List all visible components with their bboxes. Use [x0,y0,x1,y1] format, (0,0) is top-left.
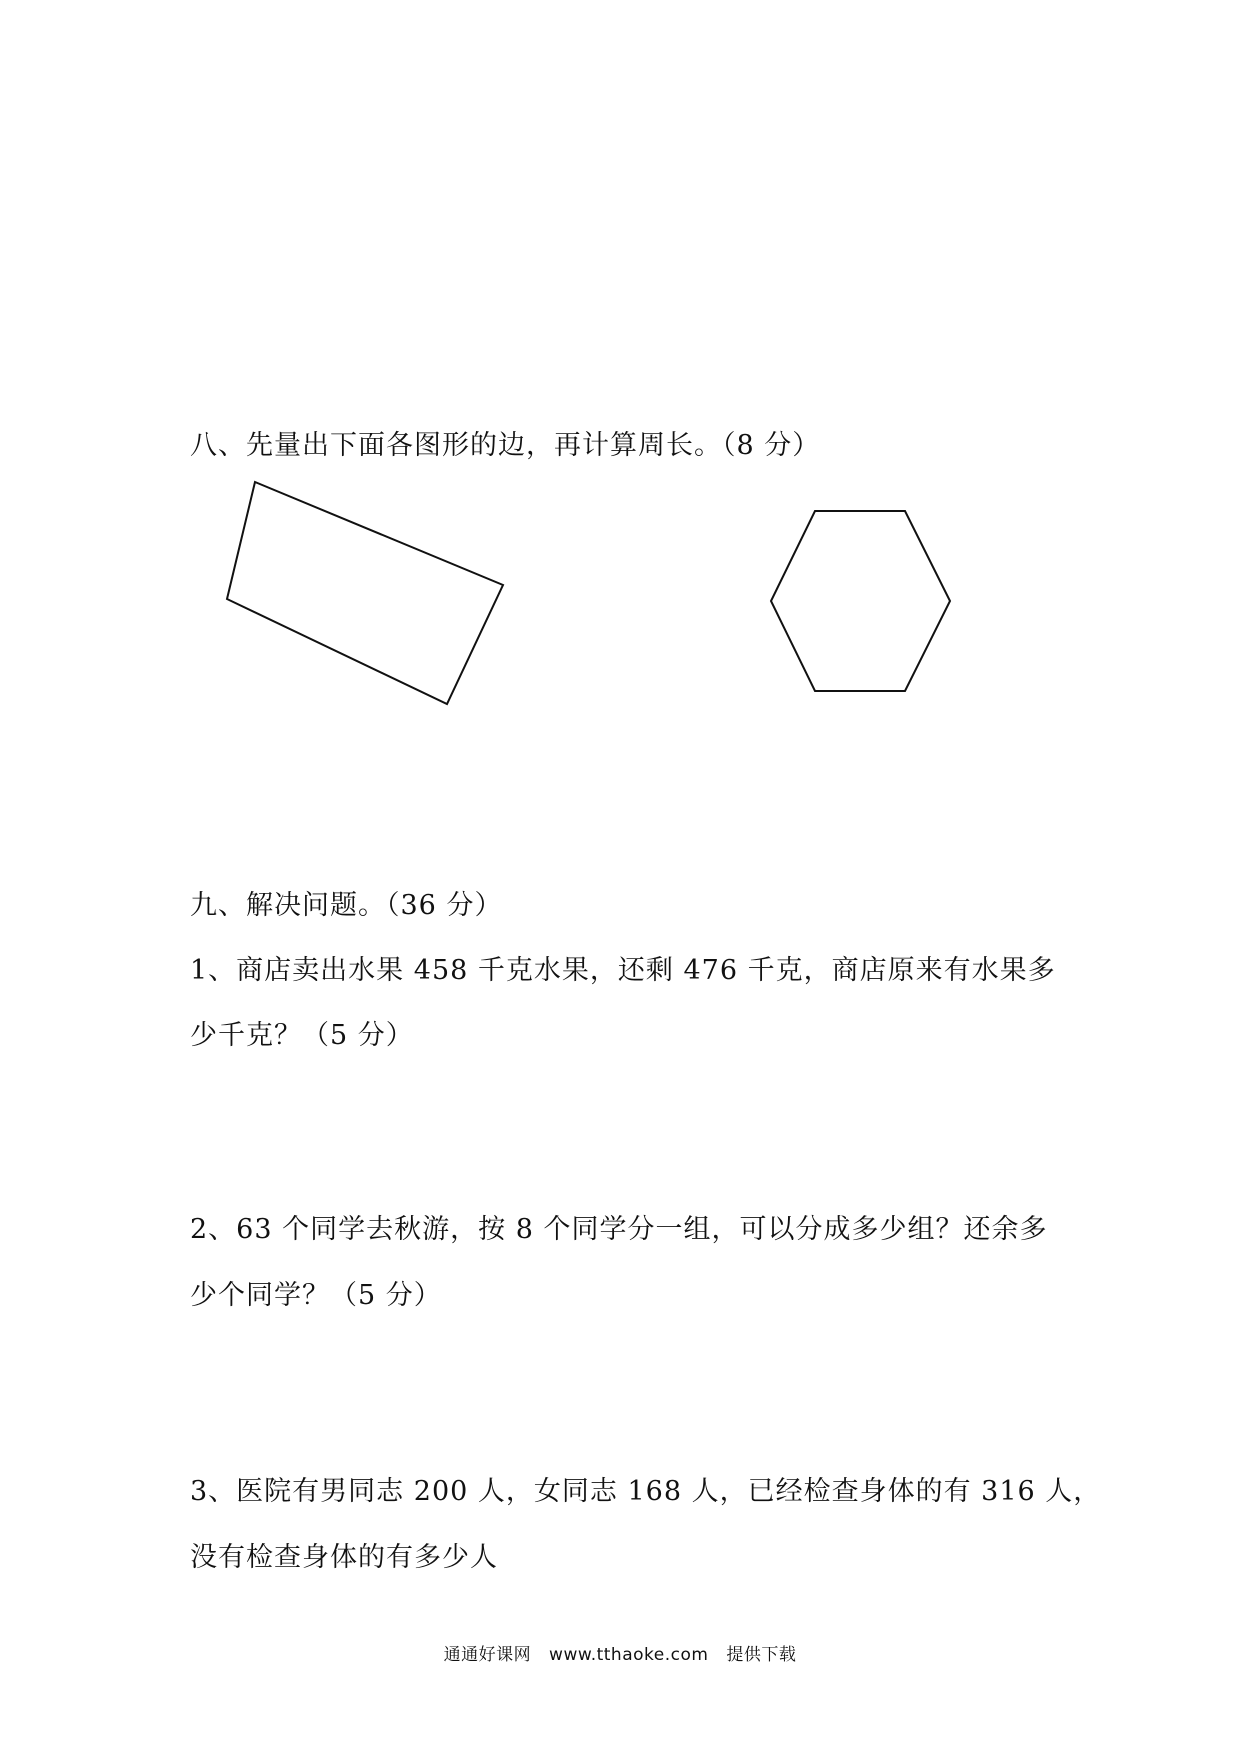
footer-url[interactable]: www.tthaoke.com [549,1645,709,1665]
question-3-line-2: 没有检查身体的有多少人 [190,1542,498,1573]
regular-hexagon [771,511,950,691]
question-1-line-1: 1、商店卖出水果 458 千克水果，还剩 476 千克，商店原来有水果多 [190,955,1056,986]
rotated-rectangle [227,482,503,704]
footer-site-name: 通通好课网 [443,1645,532,1665]
question-2-line-1: 2、63 个同学去秋游，按 8 个同学分一组，可以分成多少组？还余多 [190,1214,1048,1245]
question-2-line-2: 少个同学？（5 分） [190,1280,442,1311]
question-1-line-2: 少千克？（5 分） [190,1020,414,1051]
footer [0,1640,1240,1665]
footer-suffix: 提供下载 [726,1645,797,1665]
section-9-heading: 九、解决问题。（36 分） [190,890,503,921]
question-3-line-1: 3、医院有男同志 200 人，女同志 168 人，已经检查身体的有 316 人， [190,1476,1102,1507]
section-8-heading: 八、先量出下面各图形的边，再计算周长。（8 分） [190,430,821,461]
